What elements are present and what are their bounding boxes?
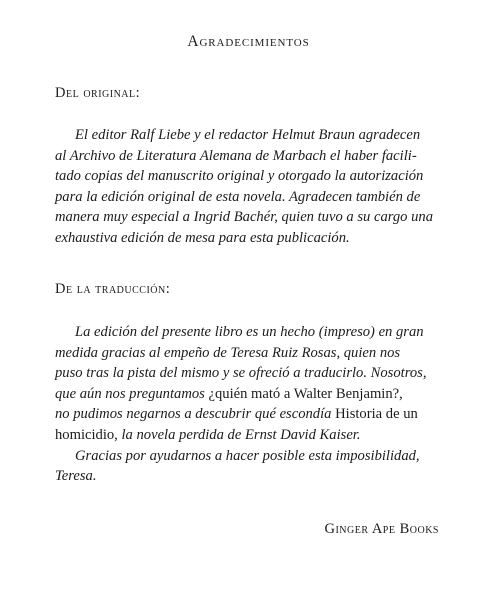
quoted-title-upright: ¿quién mató a Walter Benjamin?, <box>208 385 403 402</box>
text-line: El editor Ralf Liebe y el redactor Helmut Braun agradecen <box>75 127 421 143</box>
text-line: La edición del presente libro es un hecho (impreso) en gran <box>75 324 424 340</box>
page-title: Agradecimientos <box>187 33 310 50</box>
text-line: Teresa. <box>55 468 97 485</box>
text-line <box>55 404 440 425</box>
text-line: para la edición original de esta novela. Agradecen también de <box>55 188 421 205</box>
section-heading-translation: De la traducción: <box>55 281 171 297</box>
text-segment: no pudimos negarnos a descubrir qué escondía <box>55 406 336 423</box>
book-title-upright: Historia de un <box>335 406 418 423</box>
text-line: puso tras la pista del mismo y se ofreció a traducirlo. Nosotros, <box>55 365 427 382</box>
text-line: Gracias por ayudarnos a hacer posible esta imposibilidad, <box>75 447 420 464</box>
text-line: al Archivo de Literatura Alemana de Marbach el haber facili- <box>55 147 417 164</box>
text-segment: que aún nos preguntamos <box>55 385 209 402</box>
section-heading-original: Del original: <box>55 85 141 101</box>
signature: Ginger Ape Books <box>324 521 439 537</box>
text-segment: la novela perdida de Ernst David Kaiser. <box>117 426 361 443</box>
text-line <box>55 384 440 405</box>
text-line: manera muy especial a Ingrid Bachér, quien tuvo a su cargo una <box>55 209 434 226</box>
book-title-upright: homicidio, <box>55 426 118 443</box>
text-line: exhaustiva edición de mesa para esta publicación. <box>55 229 350 246</box>
text-line <box>55 425 440 446</box>
text-line: tado copias del manuscrito original y otorgado la autorización <box>55 168 424 185</box>
paragraph-original <box>55 125 440 249</box>
paragraph-translation <box>55 322 440 487</box>
text-line: medida gracias al empeño de Teresa Ruiz Rosas, quien nos <box>55 344 401 361</box>
